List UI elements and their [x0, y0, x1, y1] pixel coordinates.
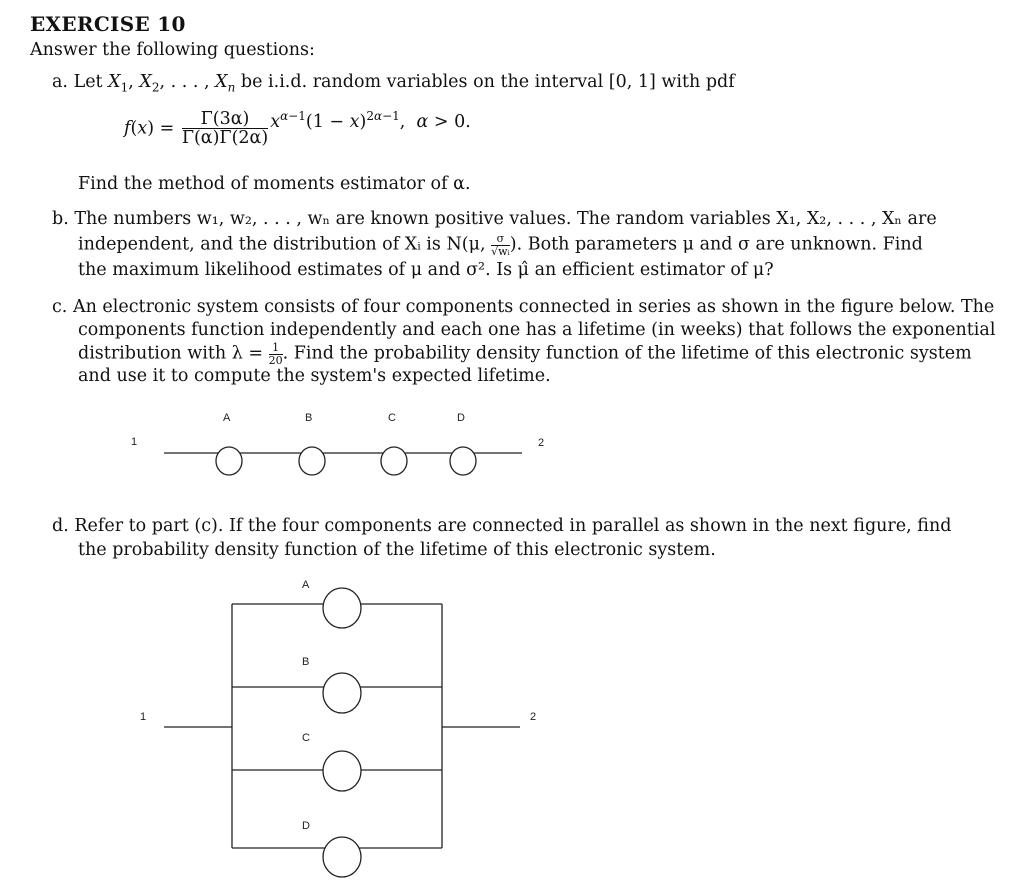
part-a-text: [52, 72, 735, 95]
parallel-end-node: 2: [530, 711, 537, 723]
part-b-line-2: [78, 233, 923, 257]
part-d-line-1: [52, 516, 951, 536]
part-d-line-2: the probability density function of the lifetime of this electronic system.: [78, 540, 716, 560]
part-c-line-1: [52, 297, 994, 317]
parallel-component-c: [302, 732, 361, 791]
parallel-start-node: 1: [140, 711, 147, 723]
series-start-node: 1: [131, 436, 138, 448]
series-end-node: 2: [538, 437, 545, 449]
part-b-frac-num: σ: [496, 232, 505, 245]
series-label-d: D: [457, 412, 465, 424]
part-c-frac-den: 20: [268, 353, 283, 367]
part-b-line2-b: ). Both parameters μ and σ are unknown. Find: [509, 234, 923, 255]
series-label-c: C: [388, 412, 396, 424]
part-a-pdf-formula: f(x) = $\frac{\Gamma(3\alpha)}{\Gamma(\alpha)\Gamma(2\alpha)}$ $x^{\alpha-1}(1 - x)^{2\alpha-1}$, α > 0.: [124, 109, 471, 149]
part-b-label: b.: [52, 209, 69, 229]
parallel-component-b: [302, 656, 361, 713]
parallel-label-c: C: [302, 732, 310, 744]
series-component-c: [381, 412, 407, 475]
series-component-b: [299, 412, 325, 475]
part-c-line3-a: distribution with λ =: [78, 343, 264, 364]
part-a-sentence: Let $X_1$, $X_2$, . . . , $X_n$ be i.i.d. random variables on the interval [0, 1] with pdf: [73, 72, 735, 95]
formula-numerator: Γ(3α): [200, 109, 250, 129]
formula-denominator: Γ(α)Γ(2α): [181, 128, 269, 149]
parallel-label-a: A: [302, 579, 310, 591]
part-b-line1-text: The numbers w₁, w₂, . . . , wₙ are known positive values. The random variables X₁, X₂, . . . , Xₙ are: [74, 209, 937, 229]
part-c-line1-text: An electronic system consists of four components connected in series as shown in the figure below. The: [72, 297, 995, 317]
part-c-line-3: [78, 342, 972, 366]
series-component-d: [450, 412, 476, 475]
part-c-line-2: components function independently and each one has a lifetime (in weeks) that follows the exponential: [78, 320, 996, 340]
parallel-circuit-diagram: [130, 570, 570, 892]
part-b-line-3: the maximum likelihood estimates of μ and σ². Is μ̂ an efficient estimator of μ?: [78, 260, 774, 280]
parallel-label-b: B: [302, 656, 310, 668]
exercise-instruction: Answer the following questions:: [30, 40, 315, 60]
part-c-label: c.: [52, 297, 68, 317]
series-label-b: B: [305, 412, 313, 424]
exercise-title: EXERCISE 10: [30, 12, 186, 36]
series-label-a: A: [223, 412, 231, 424]
part-a-label: a.: [52, 72, 68, 92]
part-c-line-4: and use it to compute the system's expected lifetime.: [78, 366, 551, 386]
part-c-line3-b: . Find the probability density function of the lifetime of this electronic system: [282, 343, 972, 364]
part-a-question: Find the method of moments estimator of α.: [78, 174, 471, 194]
part-d-line1-text: Refer to part (c). If the four components are connected in parallel as shown in the next figure, find: [74, 516, 952, 536]
parallel-label-d: D: [302, 820, 310, 832]
part-c-frac-num: 1: [272, 341, 280, 354]
part-b-frac-den: √wᵢ: [491, 244, 510, 258]
part-b-line2-a: independent, and the distribution of Xᵢ is N(μ,: [78, 234, 486, 255]
part-d-label: d.: [52, 516, 69, 536]
series-circuit-diagram: [120, 400, 560, 490]
series-component-a: [216, 412, 242, 475]
part-b-line-1: [52, 209, 937, 229]
